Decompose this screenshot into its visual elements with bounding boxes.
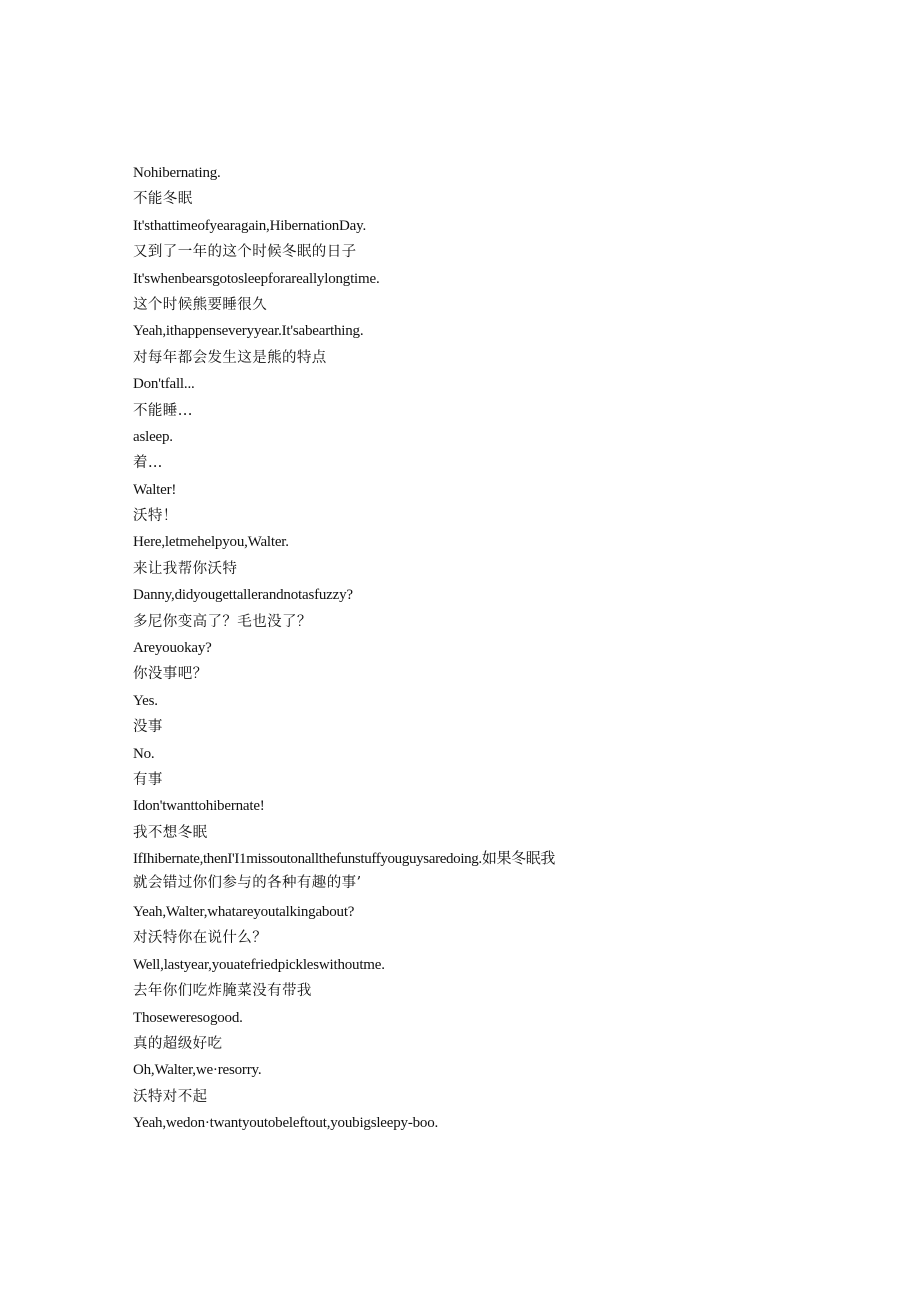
chinese-line: 真的超级好吃 (133, 1035, 223, 1052)
chinese-line: 多尼你变高了？毛也没了？ (133, 613, 312, 630)
english-line: Oh,Walter,we·resorry. (133, 1062, 262, 1079)
chinese-line: 着… (133, 455, 163, 472)
english-line: Areyouokay? (133, 640, 212, 657)
chinese-line: 对沃特你在说什么？ (133, 930, 268, 947)
english-line: Yeah,Walter,whatareyoutalkingabout? (133, 903, 355, 920)
english-line: Yeah,wedon·twantyoutobeleftout,youbigsleepy-boo. (133, 1115, 439, 1132)
english-line: It'sthattimeofyearagain,HibernationDay. (133, 217, 367, 234)
english-line: asleep. (133, 428, 173, 445)
english-line: Walter! (133, 481, 177, 498)
english-line: Thoseweresogood. (133, 1009, 243, 1026)
english-line: Don'tfall... (133, 376, 195, 393)
english-line: Yes. (133, 692, 158, 709)
chinese-line: 来让我帮你沃特 (133, 560, 238, 577)
chinese-line: 你没事吧？ (133, 666, 208, 683)
english-line: Danny,didyougettallerandnotasfuzzy? (133, 587, 353, 604)
chinese-line: 没事 (133, 719, 163, 736)
english-line: Yeah,ithappenseveryyear.It'sabearthing. (133, 323, 364, 340)
chinese-line: 又到了一年的这个时候冬眠的日子 (133, 244, 357, 261)
chinese-line: 不能冬眠 (133, 191, 193, 208)
english-line: Here,letmehelpyou,Walter. (133, 534, 289, 551)
english-line: No. (133, 745, 155, 762)
chinese-line: 对每年都会发生这是熊的特点 (133, 349, 327, 366)
english-line: Idon'twanttohibernate! (133, 798, 265, 815)
chinese-line: 沃特对不起 (133, 1088, 208, 1105)
chinese-line: 这个时候熊要睡很久 (133, 296, 268, 313)
chinese-line: 不能睡... (133, 402, 193, 419)
chinese-line: 有事 (133, 771, 163, 788)
chinese-line: 我不想冬眠 (133, 824, 208, 841)
english-line: Nohibernating. (133, 165, 221, 181)
mixed-line: IfIhibernate,thenI'I1missoutonallthefunstuffyouguysaredoing.如果冬眠我 (133, 851, 556, 868)
chinese-line: 沃特！ (133, 508, 178, 525)
chinese-line: 去年你们吃炸腌菜没有带我 (133, 983, 312, 1000)
english-line: It'swhenbearsgotosleepforareallylongtime. (133, 270, 380, 287)
subtitle-transcript (133, 160, 693, 1136)
chinese-wrapped-line: 就会错过你们参与的各种有趣的事’ (133, 874, 362, 891)
english-line: Well,lastyear,youatefriedpickleswithoutme. (133, 956, 385, 973)
